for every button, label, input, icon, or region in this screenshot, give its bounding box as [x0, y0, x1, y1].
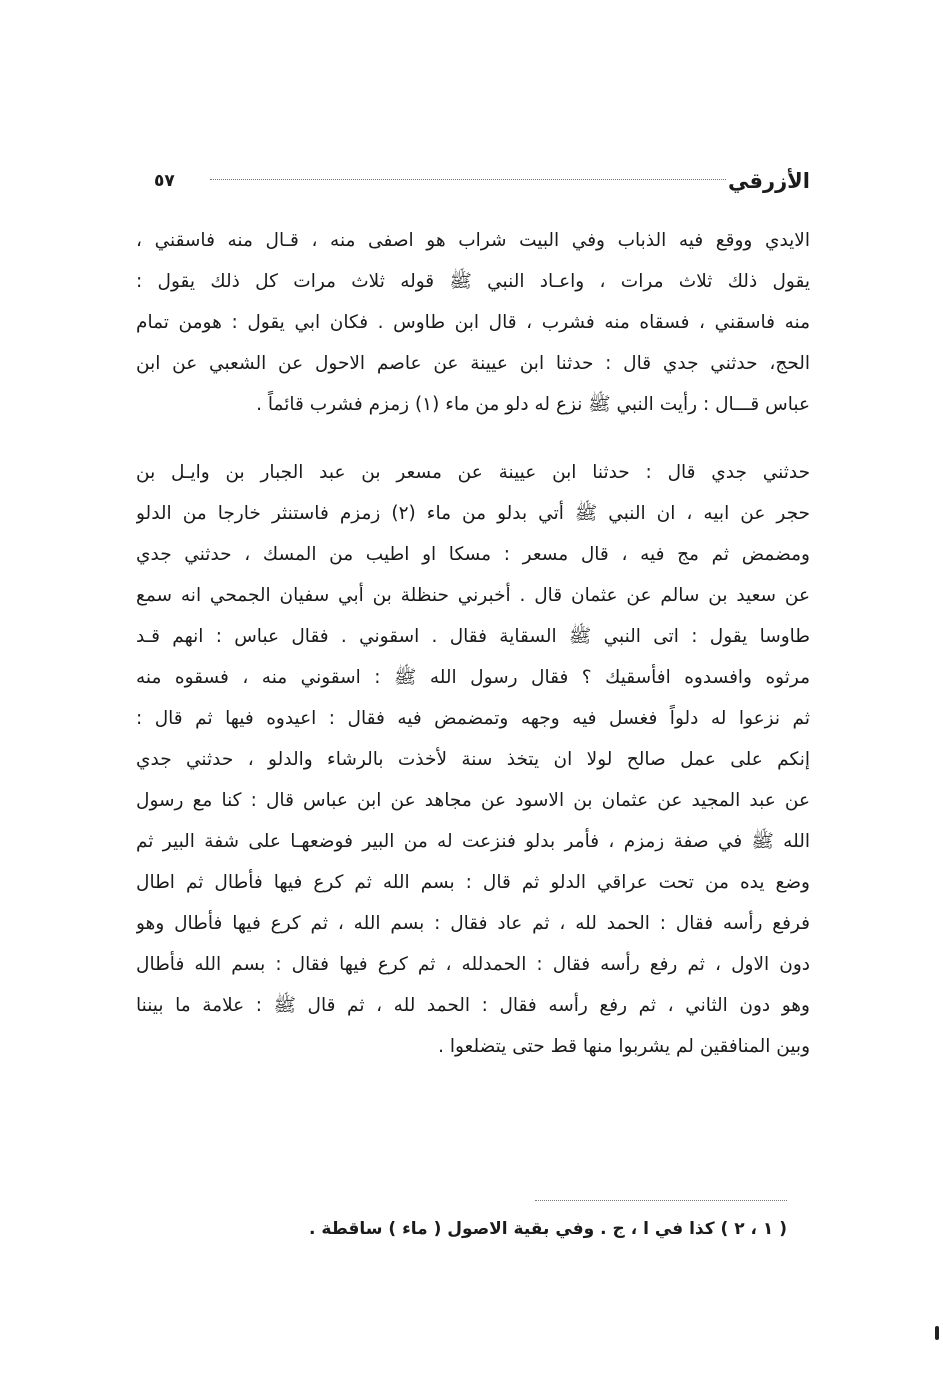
text-line: حدثني جدي قال : حدثنا ابن عيينة عن مسعر بن عبد الجبار بن وايـل بن — [136, 462, 810, 483]
text-line: منه فاسقني ، فسقاه منه فشرب ، قال ابن طاوس . فكان ابي يقول : هومن تمام — [136, 312, 810, 333]
paragraph-1 — [136, 220, 810, 425]
text-line: الايدي ووقع فيه الذباب وفي البيت شراب هو اصفى منه ، قـال منه فاسقني ، — [136, 230, 810, 251]
text-line: عن عبد المجيد عن عثمان بن الاسود عن مجاهد عن ابن عباس قال : كنا مع رسول — [136, 790, 810, 811]
page-number: ٥٧ — [154, 171, 175, 191]
text-line: فرفع رأسه فقال : الحمد لله ، ثم عاد فقال : بسم الله ، ثم كرع فيها فأطال وهو — [136, 913, 810, 934]
paragraph-2 — [136, 452, 810, 1067]
scan-margin-mark — [935, 1326, 939, 1340]
text-line: وهو دون الثاني ، ثم رفع رأسه فقال : الحمد لله ، ثم قال ﷺ : علامة ما بيننا — [136, 995, 810, 1016]
text-line: وبين المنافقين لم يشربوا منها قط حتى يتضلعوا . — [438, 1036, 810, 1057]
text-line: طاوسا يقول : اتى النبي ﷺ السقاية فقال . اسقوني . فقال عباس : انهم قـد — [136, 626, 810, 647]
text-line: يقول ذلك ثلاث مرات ، واعـاد النبي ﷺ قوله ثلاث مرات كل ذلك يقول : — [136, 271, 810, 292]
footnote-dotted-rule — [535, 1200, 787, 1201]
text-line: الله ﷺ في صفة زمزم ، فأمر بدلو فنزعت له من البير فوضعهـا على شفة البير ثم — [136, 831, 810, 852]
text-line: عباس قـــال : رأيت النبي ﷺ نزع له دلو من ماء (١) زمزم فشرب قائماً . — [256, 394, 810, 415]
text-line: الحج، حدثني جدي قال : حدثنا ابن عيينة عن عاصم الاحول عن الشعبي عن ابن — [136, 353, 810, 374]
text-line: دون الاول ، ثم رفع رأسه فقال : الحمدلله ، ثم كرع فيها فقال : بسم الله فأطال — [136, 954, 810, 975]
text-line: عن سعيد بن سالم عن عثمان قال . أخبرني حنظلة بن أبي سفيان الجمحي انه سمع — [136, 585, 810, 606]
header-dotted-rule — [210, 179, 726, 180]
text-line: ومضمض ثم مج فيه ، قال مسعر : مسكا او اطيب من المسك ، حدثني جدي — [136, 544, 810, 565]
text-line: مرثوه وافسدوه افأسقيك ؟ فقال رسول الله ﷺ : اسقوني منه ، فسقوه منه — [136, 667, 810, 688]
text-line: إنكم على عمل صالح لولا ان يتخذ سنة لأخذت بالرشاء والدلو ، حدثني جدي — [136, 749, 810, 770]
text-line: حجر عن ابيه ، ان النبي ﷺ أتي بدلو من ماء (٢) زمزم فاستنثر خارجا من الدلو — [136, 503, 810, 524]
running-title: الأزرقي — [727, 169, 810, 193]
page-header — [140, 166, 810, 196]
text-line: ثم نزعوا له دلواً فغسل فيه وجهه وتمضمض فيه فقال : اعيدوه فيها ثم قال : — [136, 708, 810, 729]
text-line: وضع يده من تحت عراقي الدلو ثم قال : بسم الله ثم كرع فيها فأطال ثم اطال — [136, 872, 810, 893]
footnote: ( ١ ، ٢ ) كذا في ا ، ج . وفي بقية الاصول ( ماء ) ساقطة . — [309, 1219, 787, 1239]
